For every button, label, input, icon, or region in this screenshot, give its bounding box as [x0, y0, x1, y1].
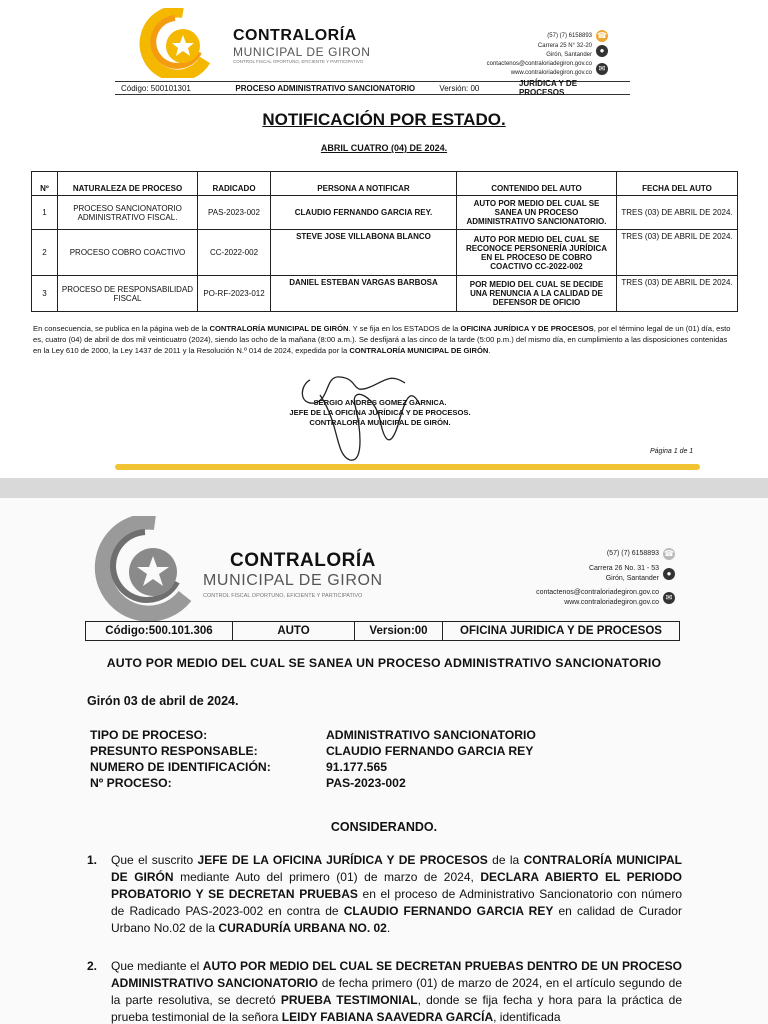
brand-tagline: CONTROL FISCAL OPORTUNO, EFICIENTE Y PARTICIPATIVO — [233, 59, 364, 64]
contact-block — [470, 30, 608, 78]
table-header-row — [32, 172, 738, 196]
location-pin-icon: ● — [596, 45, 608, 57]
field-row: TIPO DE PROCESO: ADMINISTRATIVO SANCIONATORIO — [90, 728, 536, 742]
brand-block — [203, 550, 383, 599]
table-row — [32, 276, 738, 312]
contraloria-logo-icon — [135, 8, 213, 78]
table-cell: PO-RF-2023-012 — [198, 276, 271, 312]
table-cell: AUTO POR MEDIO DEL CUAL SE SANEA UN PROCESO ADMINISTRATIVO SANCIONATORIO. — [457, 196, 617, 230]
table-cell: TRES (03) DE ABRIL DE 2024. — [617, 196, 738, 230]
document-code-bar — [115, 81, 630, 95]
table-cell: TRES (03) DE ABRIL DE 2024. — [617, 276, 738, 312]
auto-page — [0, 498, 768, 1024]
table-cell: POR MEDIO DEL CUAL SE DECIDE UNA RENUNCIA A LA CALIDAD DE DEFENSOR DE OFICIO — [457, 276, 617, 312]
header-cell: RADICADO — [198, 172, 271, 196]
phone-icon: ☎ — [664, 549, 674, 558]
table-cell: 3 — [32, 276, 58, 312]
doc-code: Código: 500101301 — [121, 83, 191, 93]
phone-icon: ☎ — [597, 31, 607, 40]
address-text: Carrera 26 No. 31 - 53 Girón, Santander — [588, 565, 659, 582]
considerando-item-1: 1. Que el suscrito JEFE DE LA OFICINA JURÍDICA Y DE PROCESOS de la CONTRALORÍA MUNICIPAL DE GIRÓN mediante Auto del primero (01) de marzo de 2024, DECLARA ABIERTO EL PERIODO PROBATORIO Y SE DECRETAN PRUEBAS en el proceso de Administrativo Sancionatorio con número de Radicado PAS-2023-002 en contra de CLAUDIO FERNANDO GARCIA REY en calidad de Curador Urbano No.02 de la CURADURÍA URBANA NO. 02. — [87, 853, 682, 935]
field-row: Nº PROCESO: PAS-2023-002 — [90, 776, 406, 790]
header-cell: PERSONA A NOTIFICAR — [271, 172, 457, 196]
doc-process: PROCESO ADMINISTRATIVO SANCIONATORIO — [235, 83, 416, 93]
publication-paragraph: En consecuencia, se publica en la página web de la CONTRALORÍA MUNICIPAL DE GIRÓN. Y se fija en los ESTADOS de la OFICINA JURÍDICA Y DE PROCESOS, por el término legal de un (01) día, esto es, cuatro (04) de abril de dos mil veinticuatro (2024), siendo las ocho de la mañana (8:00 a.m.). Se desfijará a las cinco de la tarde (5:00 p.m.) del mismo día, en cumplimiento a las disposiciones contenidas en la Ley 610 de 2000, la Ley 1437 de 2011 y la Resolución N.º 014 de 2024, expedida por la CONTRALORÍA MUNICIPAL DE GIRÓN. — [33, 324, 731, 355]
mail-icon: ✉ — [663, 592, 675, 604]
brand-tagline: CONTROL FISCAL OPORTUNO, EFICIENTE Y PARTICIPATIVO — [203, 593, 363, 599]
table-cell: CLAUDIO FERNANDO GARCIA REY. — [271, 196, 457, 230]
considerando-item-2: 2. Que mediante el AUTO POR MEDIO DEL CUAL SE DECRETAN PRUEBAS DENTRO DE UN PROCESO ADMINISTRATIVO SANCIONATORIO de fecha primero (01) de marzo de 2024, en el artículo segundo de la parte resolutiva, se decretó PRUEBA TESTIMONIAL, donde se fija fecha y hora para la práctica de prueba testimonial de la señora LEIDY FABIANA SAAVEDRA GARCÍA, identificada — [87, 959, 683, 1024]
signer-name: SERGIO ANDRES GOMEZ GARNICA. — [313, 398, 447, 407]
table-cell: TRES (03) DE ABRIL DE 2024. — [617, 230, 738, 276]
doc-area: JURÍDICA Y DE PROCESOS — [518, 79, 578, 97]
brand-block — [233, 27, 370, 64]
signer-role: JEFE DE LA OFICINA JURÍDICA Y DE PROCESOS. — [289, 408, 471, 417]
doc-area: OFICINA JURIDICA Y DE PROCESOS — [460, 625, 662, 637]
header-cell: Nº — [32, 172, 58, 196]
page-separator — [0, 478, 768, 498]
doc-code: Código:500.101.306 — [86, 622, 233, 640]
field-row: PRESUNTO RESPONSABLE: CLAUDIO FERNANDO GARCIA REY — [90, 744, 534, 758]
table-cell: AUTO POR MEDIO DEL CUAL SE RECONOCE PERSONERÍA JURÍDICA EN EL PROCESO DE COBRO COACTIVO CC-2022-002 — [457, 230, 617, 276]
table-row — [32, 196, 738, 230]
considerando-heading: CONSIDERANDO. — [330, 820, 438, 834]
mail-icon: ✉ — [596, 63, 608, 75]
contact-block — [500, 548, 675, 608]
footer-yellow-bar — [115, 464, 700, 470]
brand-name: CONTRALORÍA — [233, 27, 357, 44]
location-pin-icon: ● — [663, 568, 675, 580]
email-web-text: contactenos@contraloriadegiron.gov.co www.contraloriadegiron.gov.co — [536, 589, 659, 606]
doc-version: Version:00 — [355, 622, 443, 640]
field-row: NUMERO DE IDENTIFICACIÓN: 91.177.565 — [90, 760, 387, 774]
table-cell: CC-2022-002 — [198, 230, 271, 276]
document-code-bar — [85, 621, 680, 641]
table-cell: PROCESO SANCIONATORIO ADMINISTRATIVO FISCAL. — [58, 196, 198, 230]
doc-version: Versión: 00 — [439, 83, 480, 93]
table-cell: PAS-2023-002 — [198, 196, 271, 230]
header-cell: NATURALEZA DE PROCESO — [58, 172, 198, 196]
auto-title: AUTO POR MEDIO DEL CUAL SE SANEA UN PROCESO ADMINISTRATIVO SANCIONATORIO — [106, 656, 662, 670]
brand-subtitle: MUNICIPAL DE GIRON — [203, 572, 383, 589]
signature-block — [280, 398, 480, 428]
table-cell: 1 — [32, 196, 58, 230]
notification-table — [31, 171, 738, 312]
page-number: Página 1 de 1 — [650, 448, 694, 455]
phone-text: (57) (7) 6158893 — [547, 32, 592, 39]
contraloria-logo-icon — [85, 516, 195, 621]
brand-name: CONTRALORÍA — [230, 550, 376, 571]
process-fields — [90, 727, 536, 791]
table-cell: STEVE JOSE VILLABONA BLANCO — [271, 230, 457, 276]
page-title: NOTIFICACIÓN POR ESTADO. — [262, 110, 506, 129]
table-cell: DANIEL ESTEBAN VARGAS BARBOSA — [271, 276, 457, 312]
place-date: Girón 03 de abril de 2024. — [87, 694, 239, 708]
signer-entity: CONTRALORÍA MUNICIPAL DE GIRÓN. — [309, 418, 451, 427]
email-web-text: contactenos@contraloriadegiron.gov.co www.contraloriadegiron.gov.co — [486, 61, 592, 76]
table-cell: 2 — [32, 230, 58, 276]
doc-type: AUTO — [233, 622, 355, 640]
brand-subtitle: MUNICIPAL DE GIRON — [233, 45, 371, 59]
table-cell: PROCESO COBRO COACTIVO — [58, 230, 198, 276]
header-cell: CONTENIDO DEL AUTO — [457, 172, 617, 196]
table-row — [32, 230, 738, 276]
notification-date: ABRIL CUATRO (04) DE 2024. — [320, 143, 448, 153]
table-cell: PROCESO DE RESPONSABILIDAD FISCAL — [58, 276, 198, 312]
phone-text: (57) (7) 6158893 — [606, 550, 659, 557]
address-text: Carrera 25 N° 32-20 Girón, Santander — [537, 43, 592, 58]
notification-page — [0, 0, 768, 478]
header-cell: FECHA DEL AUTO — [617, 172, 738, 196]
